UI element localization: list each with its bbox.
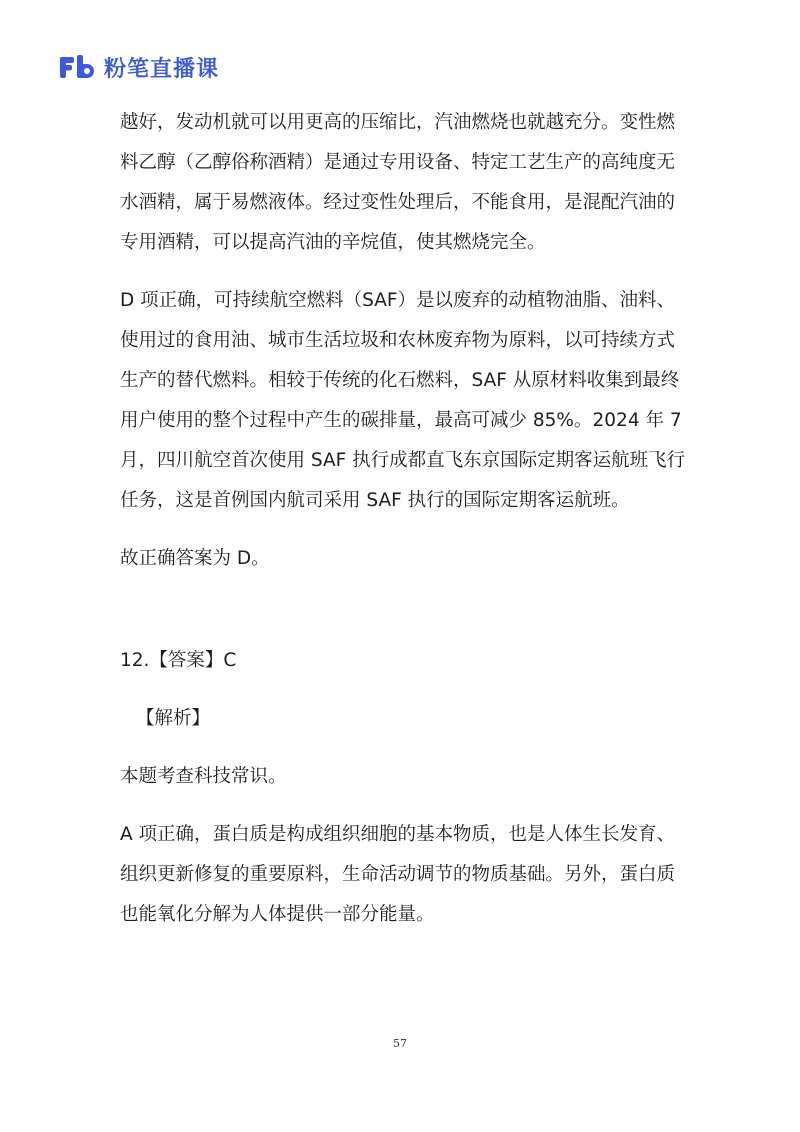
question-12-answer: 12.【答案】C <box>120 650 237 671</box>
paragraph-option-a: A 项正确，蛋白质是构成组织细胞的基本物质，也是人体生长发育、组织更新修复的重要原料，生命活动调节的物质基础。另外，蛋白质也能氧化分解为人体提供一部分能量。 <box>120 824 676 925</box>
page-number: 57 <box>393 1037 407 1050</box>
analysis-heading: 【解析】 <box>136 708 211 729</box>
paragraph-option-d: D 项正确，可持续航空燃料（SAF）是以废弃的动植物油脂、油料、使用过的食用油、城市生活垃圾和农林废弃物为原料，以可持续方式生产的替代燃料。相较于传统的化石燃料，SAF 从原材料收集到最终用户使用的整个过程中产生的碳排量，最高可减少 85%。2024 年 7 月，四川航空首次使用 SAF 执行成都直飞东京国际定期客运航班飞行任务，这是首例国内航司采用 SAF 执行的国际定期客运航班。 <box>120 290 688 511</box>
paragraph-fuel-ethanol: 越好，发动机就可以用更高的压缩比，汽油燃烧也就越充分。变性燃料乙醇（乙醇俗称酒精）是通过专用设备、特定工艺生产的高纯度无水酒精，属于易燃液体。经过变性处理后，不能食用，是混配汽油的专用酒精，可以提高汽油的辛烷值，使其燃烧完全。 <box>120 112 676 253</box>
paragraph-topic: 本题考查科技常识。 <box>120 766 287 787</box>
fenbi-logo-icon <box>58 52 98 82</box>
document-body <box>120 103 690 935</box>
brand-name: 粉笔直播课 <box>104 56 220 82</box>
header <box>58 50 219 84</box>
paragraph-answer-conclusion: 故正确答案为 D。 <box>120 548 270 569</box>
